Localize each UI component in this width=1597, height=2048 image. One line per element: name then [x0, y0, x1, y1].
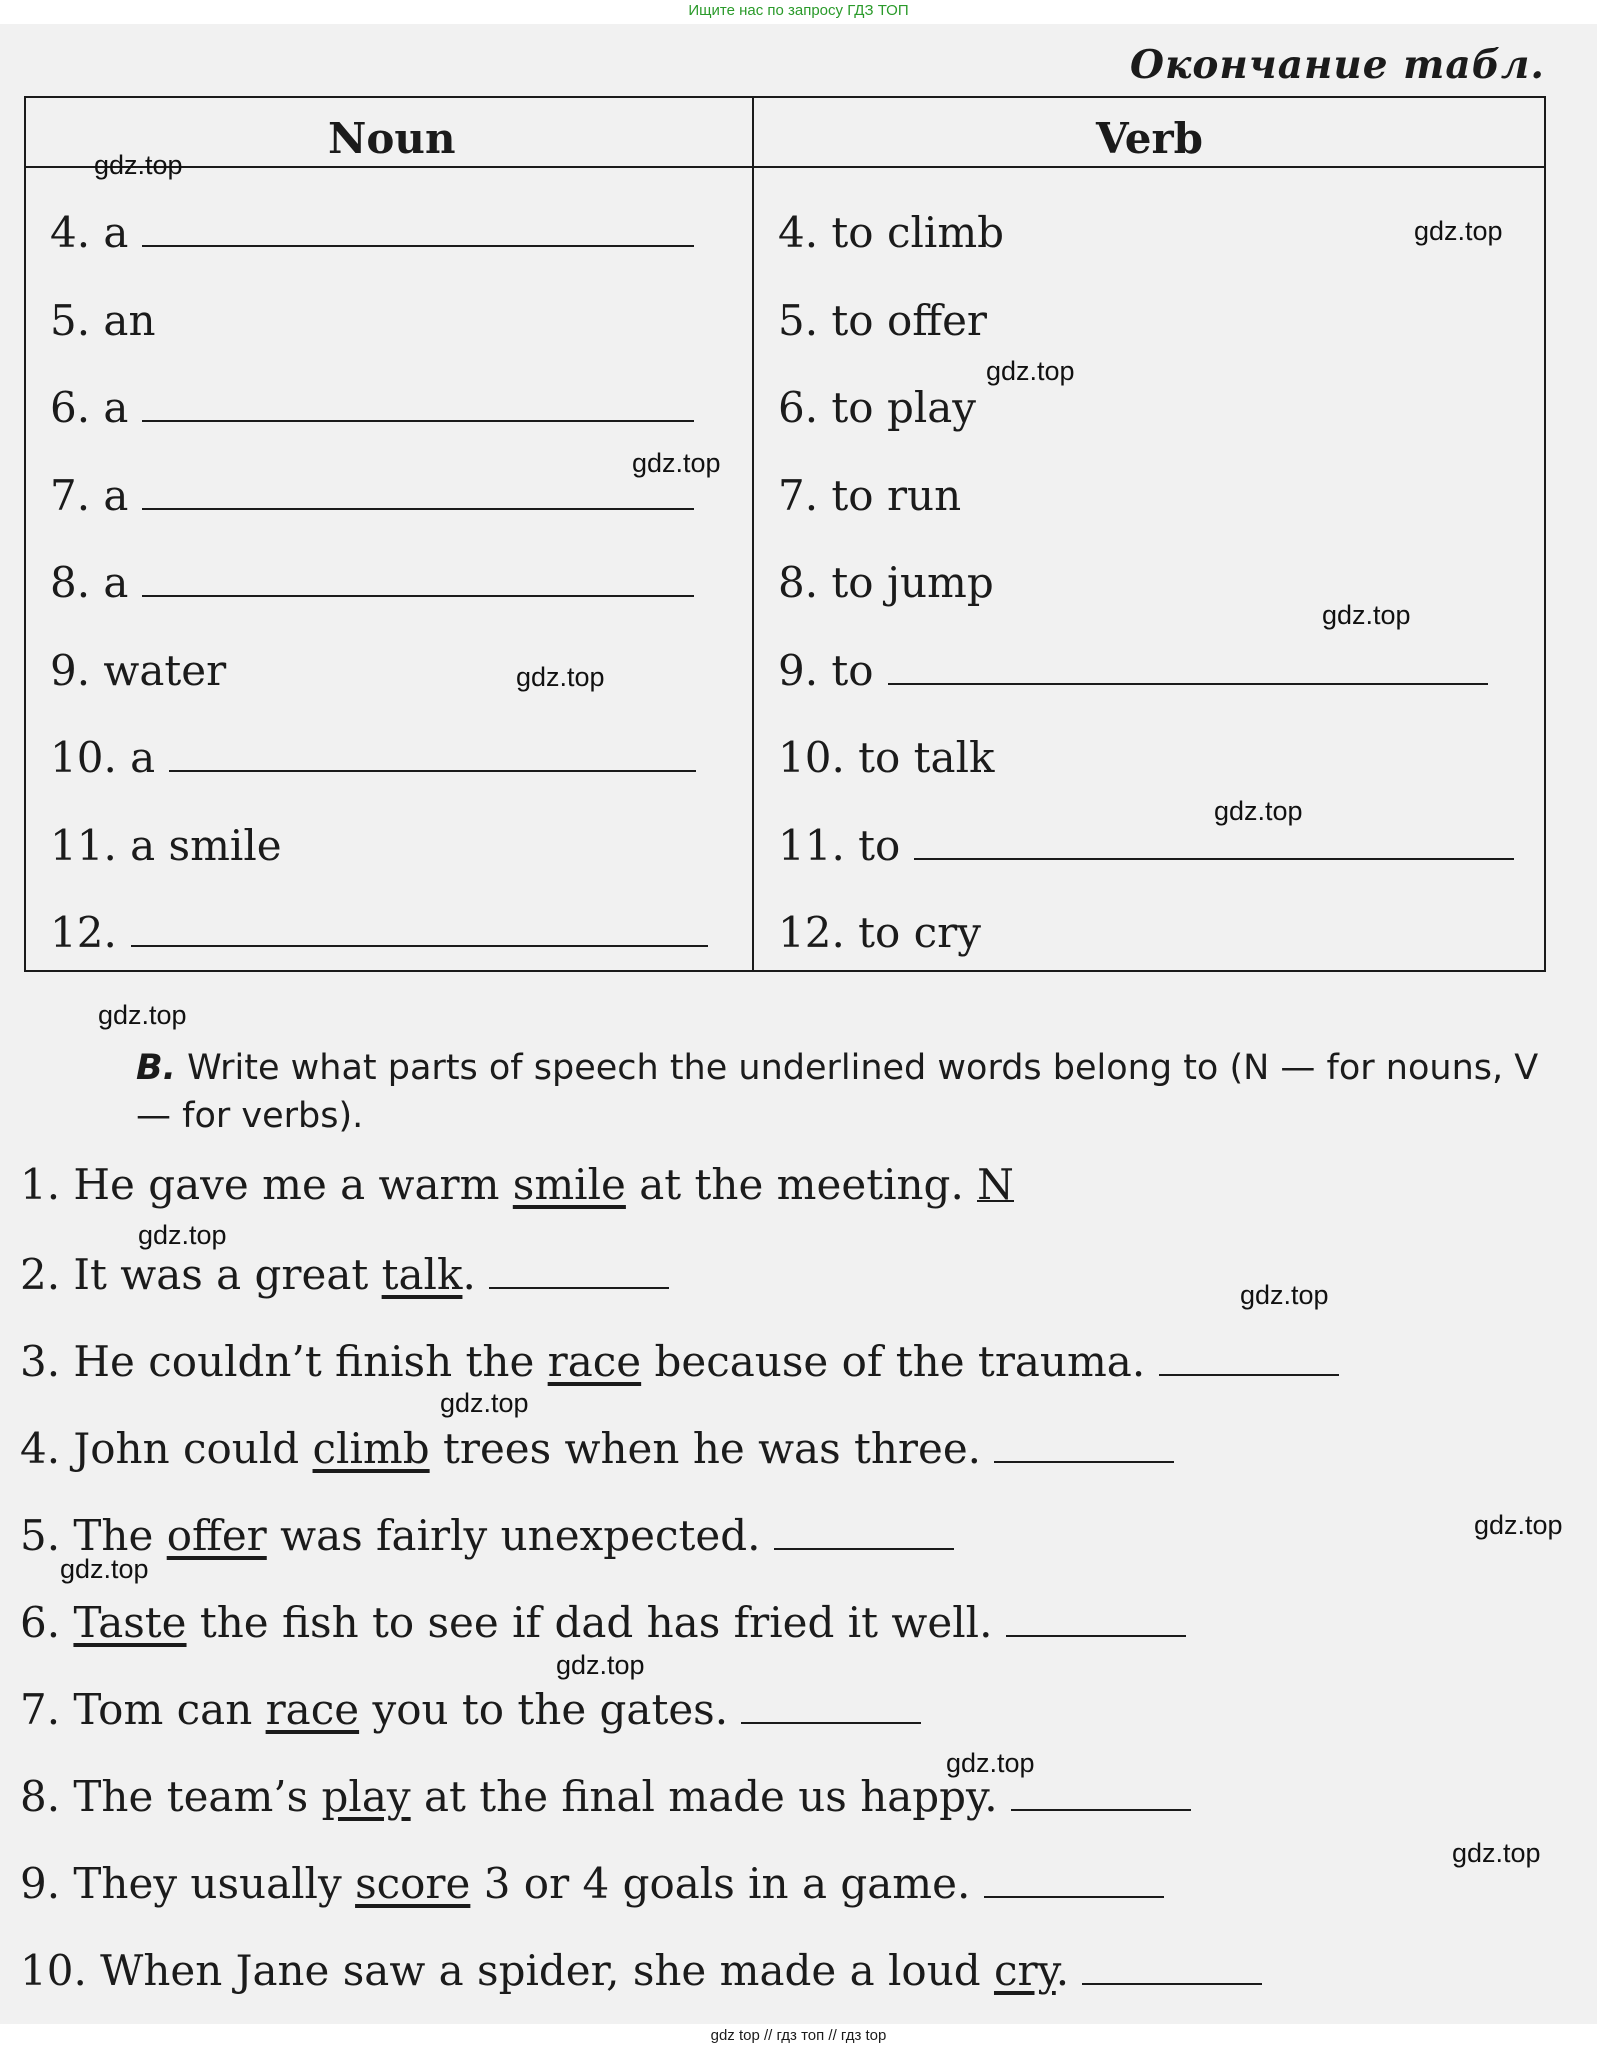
answer-field[interactable] — [774, 1508, 954, 1550]
verb-row-text: 7. to run — [778, 470, 962, 520]
table-header-divider — [26, 166, 1544, 168]
task-b-letter: B. — [136, 1048, 176, 1088]
sentence-text: 2. It was a great — [20, 1250, 382, 1299]
sentence-10 — [20, 1943, 1262, 1995]
verb-row-text: 9. to — [778, 645, 874, 695]
sentence-text: . — [462, 1250, 490, 1299]
sentence-3 — [20, 1334, 1339, 1386]
top-banner-link[interactable]: Ищите нас по запросу ГДЗ ТОП — [0, 0, 1597, 24]
verb-row-6 — [778, 383, 976, 432]
sentence-text: . — [1055, 1946, 1083, 1995]
noun-answer-blank[interactable] — [142, 386, 694, 422]
watermark-text: gdz.top — [1214, 796, 1303, 826]
noun-row-6 — [50, 383, 694, 432]
watermark-text: gdz.top — [440, 1388, 529, 1418]
noun-row-text: 8. a — [50, 558, 129, 607]
underlined-word: cry — [993, 1946, 1056, 1995]
sentence-text: you to the gates. — [359, 1685, 742, 1734]
answer-field[interactable] — [1011, 1769, 1191, 1811]
answer-field[interactable] — [994, 1421, 1174, 1463]
noun-row-11 — [50, 821, 282, 870]
watermark-text: gdz.top — [138, 1220, 227, 1250]
sentence-5 — [20, 1508, 954, 1560]
verb-answer-blank[interactable] — [914, 824, 1514, 860]
noun-row-4 — [50, 208, 694, 257]
sentence-text: the fish to see if dad has fried it well. — [186, 1598, 1006, 1647]
verb-row-4 — [778, 208, 1004, 257]
verb-row-7 — [778, 471, 961, 520]
sentence-2 — [20, 1247, 669, 1299]
sentence-text: 7. Tom can — [20, 1685, 266, 1734]
watermark-text: gdz.top — [1240, 1280, 1329, 1310]
task-b-instruction — [136, 1044, 1556, 1140]
answer-field[interactable] — [489, 1247, 669, 1289]
sentence-text: 3. He couldn’t finish the — [20, 1337, 548, 1386]
underlined-word: Taste — [73, 1598, 187, 1647]
noun-answer-blank[interactable] — [142, 211, 694, 247]
sentence-4 — [20, 1421, 1174, 1473]
underlined-word: race — [547, 1337, 642, 1386]
noun-row-text: 10. a — [50, 733, 156, 782]
answer-field[interactable] — [1006, 1595, 1186, 1637]
noun-answer-blank[interactable] — [142, 561, 694, 597]
answer-field[interactable]: N — [977, 1160, 1014, 1209]
verb-row-5 — [778, 296, 987, 345]
sentence-text: 10. When Jane saw a spider, she made a loud — [20, 1946, 994, 1995]
watermark-text: gdz.top — [1322, 600, 1411, 630]
sentence-text: 5. The — [20, 1511, 167, 1560]
task-b-text: Write what parts of speech the underlined words belong to (N — for nouns, V — for verbs). — [136, 1048, 1539, 1136]
verb-row-text: 5. to offer — [778, 295, 987, 345]
underlined-word: score — [355, 1859, 471, 1908]
watermark-text: gdz.top — [98, 1000, 187, 1030]
table-column-divider — [752, 98, 754, 970]
underlined-word: talk — [381, 1250, 463, 1299]
underlined-word: race — [265, 1685, 360, 1734]
noun-verb-table — [24, 96, 1546, 972]
noun-row-text: 12. — [50, 908, 117, 957]
noun-row-8 — [50, 558, 694, 607]
noun-answer-blank[interactable] — [131, 911, 708, 947]
sentence-6 — [20, 1595, 1186, 1647]
sentence-text: 3 or 4 goals in a game. — [470, 1859, 984, 1908]
underlined-word: offer — [166, 1511, 267, 1560]
answer-field[interactable] — [741, 1682, 921, 1724]
noun-row-text: 6. a — [50, 383, 129, 432]
bottom-banner: gdz top // гдз топ // гдз top — [0, 2024, 1597, 2048]
watermark-text: gdz.top — [60, 1554, 149, 1584]
underlined-word: play — [321, 1772, 411, 1821]
sentence-text: 8. The team’s — [20, 1772, 322, 1821]
watermark-text: gdz.top — [556, 1650, 645, 1680]
verb-row-9 — [778, 646, 1488, 695]
noun-row-text: 4. a — [50, 208, 129, 257]
verb-row-text: 10. to talk — [778, 733, 995, 782]
noun-row-text: 11. a smile — [50, 820, 282, 870]
verb-row-11 — [778, 821, 1514, 870]
noun-row-12 — [50, 908, 708, 957]
watermark-text: gdz.top — [986, 356, 1075, 386]
sentence-text: trees when he was three. — [429, 1424, 995, 1473]
sentence-text: 9. They usually — [20, 1859, 356, 1908]
verb-row-10 — [778, 733, 994, 782]
underlined-word: smile — [512, 1160, 626, 1209]
watermark-text: gdz.top — [1414, 216, 1503, 246]
watermark-text: gdz.top — [946, 1748, 1035, 1778]
verb-row-text: 4. to climb — [778, 208, 1005, 257]
noun-row-7 — [50, 471, 694, 520]
noun-row-text: 5. an — [50, 295, 156, 345]
noun-row-text: 7. a — [50, 470, 129, 520]
sentence-9 — [20, 1856, 1164, 1908]
answer-field[interactable] — [1159, 1334, 1339, 1376]
noun-answer-blank[interactable] — [142, 474, 694, 510]
watermark-text: gdz.top — [516, 662, 605, 692]
verb-row-text: 6. to play — [778, 383, 977, 432]
noun-column-header: Noun — [328, 114, 456, 163]
answer-field[interactable] — [984, 1856, 1164, 1898]
noun-row-5 — [50, 296, 156, 345]
sentence-text: at the final made us happy. — [410, 1772, 1011, 1821]
noun-row-10 — [50, 733, 696, 782]
noun-answer-blank[interactable] — [169, 736, 696, 772]
sentence-text: 1. He gave me a warm — [20, 1160, 513, 1209]
watermark-text: gdz.top — [1474, 1510, 1563, 1540]
sentence-text: 4. John could — [20, 1424, 313, 1473]
verb-answer-blank[interactable] — [888, 649, 1488, 685]
verb-row-12 — [778, 908, 981, 957]
verb-column-header: Verb — [1096, 114, 1203, 163]
sentence-text: 6. — [20, 1598, 74, 1647]
verb-row-text: 11. to — [778, 820, 901, 870]
underlined-word: climb — [312, 1424, 430, 1473]
sentence-text: because of the trauma. — [641, 1337, 1159, 1386]
sentence-1 — [20, 1160, 1014, 1209]
table-continuation-label: Окончание табл. — [1130, 42, 1545, 88]
sentence-7 — [20, 1682, 921, 1734]
watermark-text: gdz.top — [632, 448, 721, 478]
watermark-text: gdz.top — [1452, 1838, 1541, 1868]
noun-row-9 — [50, 646, 226, 695]
verb-row-text: 8. to jump — [778, 558, 994, 607]
verb-row-8 — [778, 558, 994, 607]
sentence-text: was fairly unexpected. — [266, 1511, 774, 1560]
watermark-text: gdz.top — [94, 150, 183, 180]
answer-field[interactable] — [1082, 1943, 1262, 1985]
noun-row-text: 9. water — [50, 645, 227, 695]
verb-row-text: 12. to cry — [778, 908, 981, 957]
sentence-text: at the meeting. — [625, 1160, 978, 1209]
